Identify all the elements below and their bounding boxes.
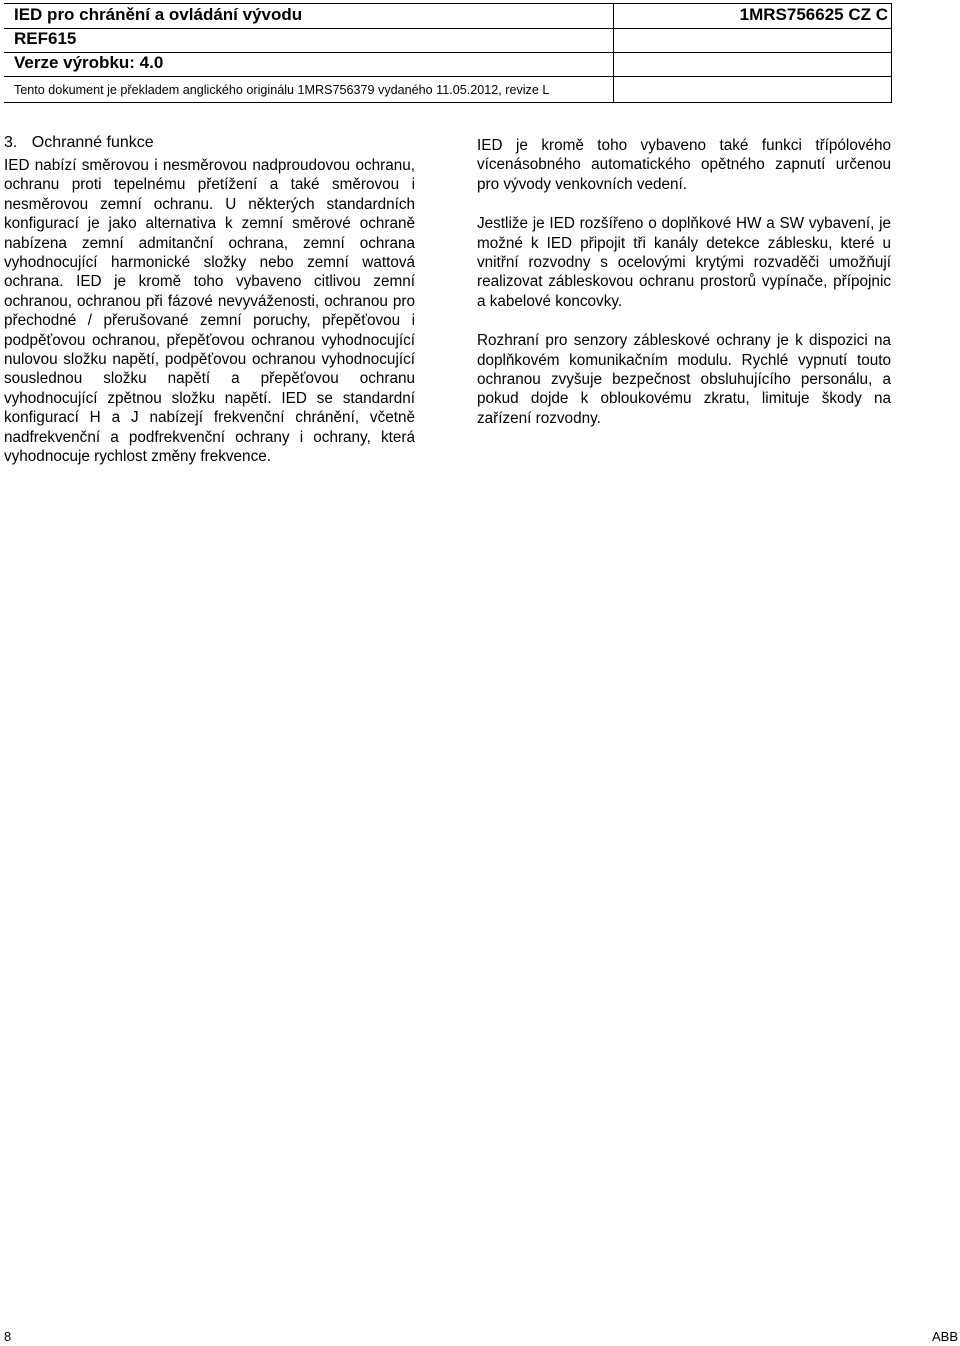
header-right-border [891, 3, 892, 102]
header-top-rule [4, 3, 892, 4]
header-rule-1 [4, 28, 892, 29]
product-version: Verze výrobku: 4.0 [14, 53, 164, 72]
document-code: 1MRS756625 CZ C [739, 5, 888, 24]
section-title: Ochranné funkce [31, 134, 154, 151]
section-heading [4, 134, 154, 152]
brand-name: ABB [931, 1329, 958, 1344]
page-number: 8 [4, 1329, 12, 1344]
left-column [4, 156, 415, 467]
left-paragraph: IED nabízí směrovou i nesměrovou nadproudovou ochranu, ochranu proti tepelnému přetížení a také směrovou i nesměrovou zemní ochranu. U některých standardních konfigurací je jako alternativa k zemní směrové ochraně nabízena zemní admitanční ochrana, zemní ochrana vyhodnocující harmonické složky nebo zemní wattová ochrana. IED je kromě toho vybaveno citlivou zemní ochranou, ochranou při fázové nevyváženosti, ochranou pro přechodné / přerušované zemní poruchy, přepěťovou i podpěťovou ochranou, přepěťovou ochranou vyhodnocující nulovou složku napětí, podpěťovou ochranou vyhodnocující souslednou složku napětí a přepěťovou ochranu vyhodnocující zpětnou složku napětí. IED se standardní konfigurací H a J nabízejí frekvenční chránění, včetně nadfrekvenční a podfrekvenční ochrany i ochrany, která vyhodnocuje rychlost změny frekvence. [4, 157, 415, 466]
translation-note: Tento dokument je překladem anglického originálu 1MRS756379 vydaného 11.05.2012, revize L [14, 83, 550, 97]
section-number: 3. [4, 134, 18, 151]
product-name: REF615 [14, 29, 77, 48]
header-divider [613, 3, 614, 102]
right-paragraph-1: IED je kromě toho vybaveno také funkci třípólového vícenásobného automatického opětného zapnutí určenou pro vývody venkovních vedení. [477, 137, 891, 193]
header-bottom-rule [4, 102, 892, 103]
document-title: IED pro chránění a ovládání vývodu [14, 5, 303, 24]
right-paragraph-2: Jestliže je IED rozšířeno o doplňkové HW a SW vybavení, je možné k IED připojit tři kanály detekce záblesku, které u vnitřní rozvodny s ocelovými krytými rozvaděči umožňují realizovat zábleskovou ochranu prostorů vypínače, přípojnic a kabelové koncovky. [477, 215, 891, 310]
right-paragraph-3: Rozhraní pro senzory zábleskové ochrany je k dispozici na doplňkovém komunikačním modulu. Rychlé vypnutí touto ochranou zvyšuje bezpečnost obsluhujícího personálu, a pokud dojde k obloukovému zkratu, limituje škody na zařízení rozvodny. [477, 332, 891, 427]
right-column [477, 136, 891, 428]
header-rule-3 [4, 76, 892, 77]
